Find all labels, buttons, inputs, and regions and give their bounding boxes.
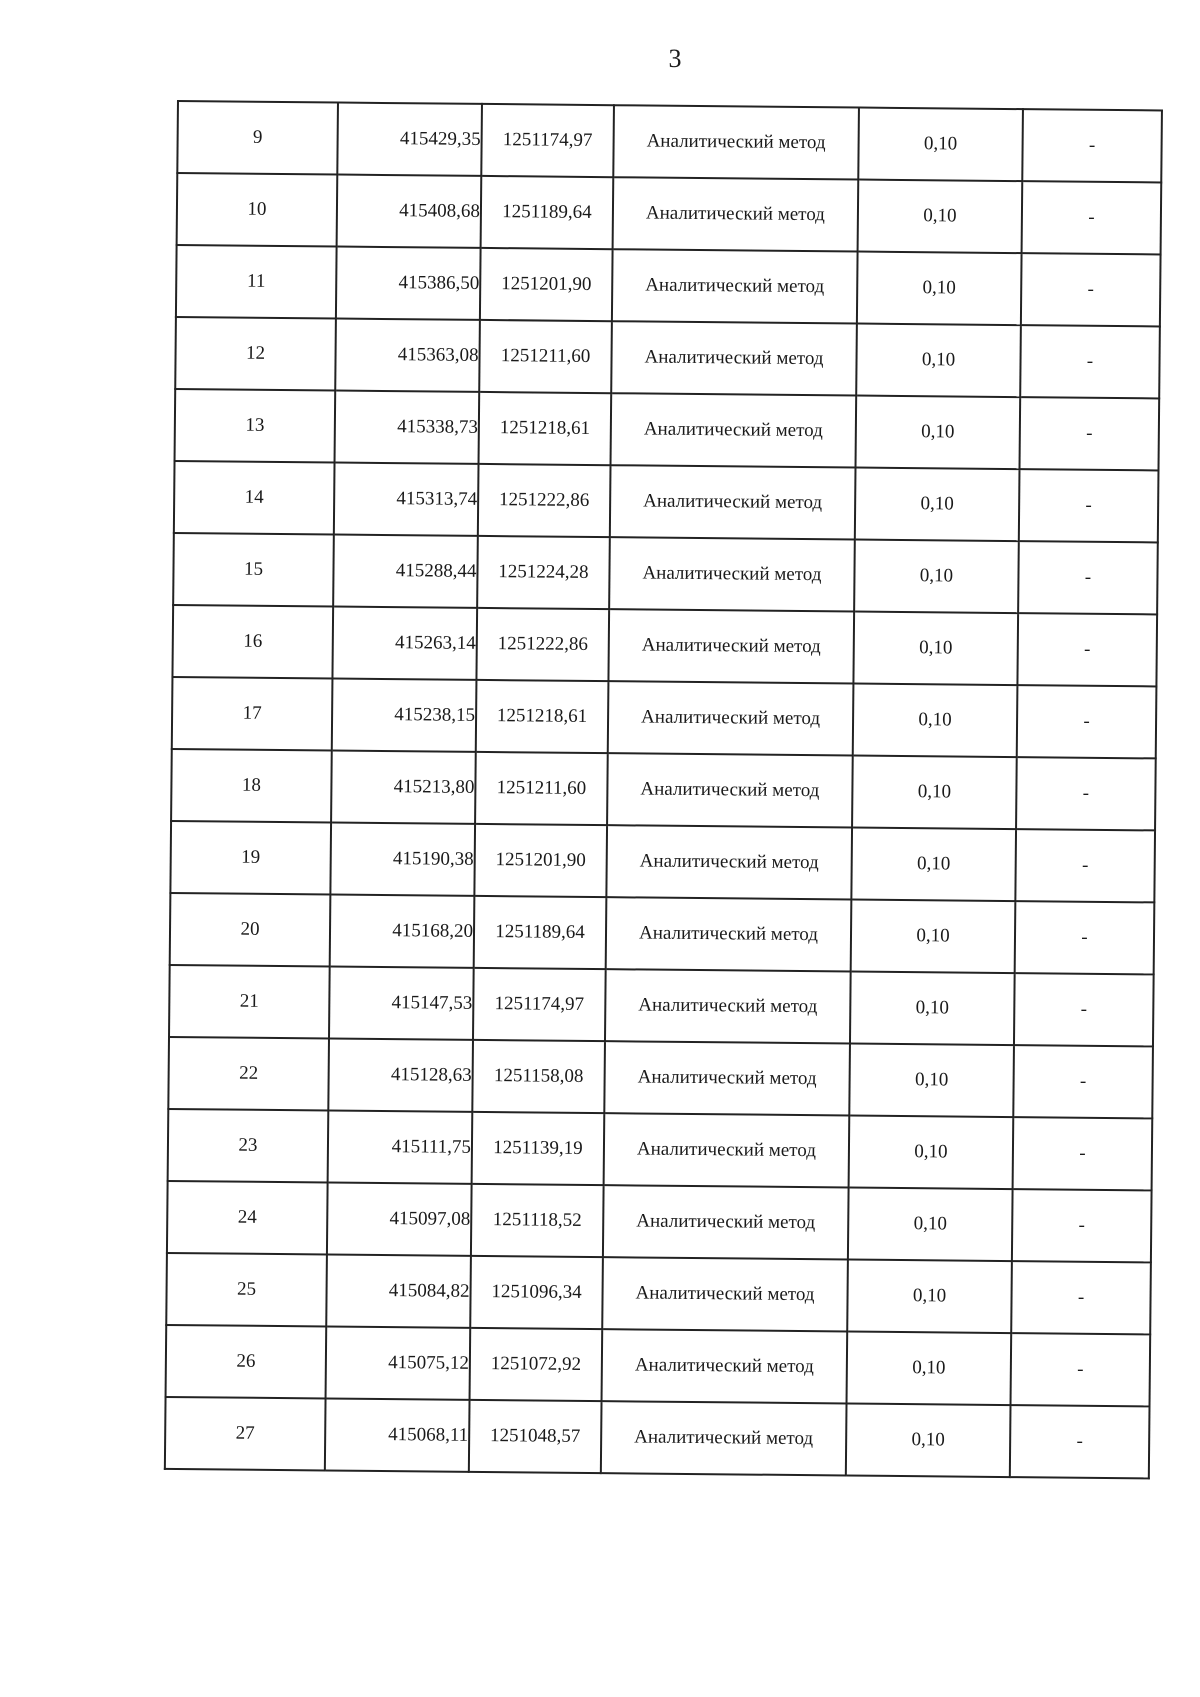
y-coordinate-cell: 1251158,08 xyxy=(472,1040,605,1113)
y-coordinate-cell: 1251096,34 xyxy=(470,1256,603,1329)
y-coordinate-cell: 1251048,57 xyxy=(469,1400,602,1473)
x-coordinate-cell: 415263,14 xyxy=(332,607,477,680)
table-row xyxy=(168,1037,1153,1118)
y-coordinate-cell: 1251224,28 xyxy=(477,536,610,609)
table-row xyxy=(174,461,1159,542)
point-number-cell: 22 xyxy=(168,1037,329,1111)
table-row xyxy=(168,1109,1153,1190)
point-number-cell: 26 xyxy=(166,1325,327,1399)
point-number-cell: 23 xyxy=(168,1109,329,1183)
x-coordinate-cell: 415097,08 xyxy=(327,1182,472,1255)
coordinates-table xyxy=(164,100,1163,1479)
y-coordinate-cell: 1251201,90 xyxy=(480,248,613,321)
method-cell: Аналитический метод xyxy=(609,537,855,611)
point-number-cell: 14 xyxy=(174,461,335,535)
x-coordinate-cell: 415128,63 xyxy=(328,1039,473,1112)
point-number-cell: 9 xyxy=(177,101,338,175)
method-cell: Аналитический метод xyxy=(606,897,852,971)
note-cell: - xyxy=(1017,613,1157,686)
note-cell: - xyxy=(1013,1117,1153,1190)
table-row xyxy=(173,533,1158,614)
table-row xyxy=(165,1397,1150,1478)
accuracy-cell: 0,10 xyxy=(848,1187,1013,1261)
point-number-cell: 12 xyxy=(175,317,336,391)
table-row xyxy=(171,749,1156,830)
accuracy-cell: 0,10 xyxy=(858,180,1023,254)
table-row xyxy=(167,1181,1152,1262)
point-number-cell: 20 xyxy=(170,893,331,967)
note-cell: - xyxy=(1022,181,1162,254)
x-coordinate-cell: 415288,44 xyxy=(333,535,478,608)
x-coordinate-cell: 415147,53 xyxy=(329,967,474,1040)
table-row xyxy=(170,821,1155,902)
y-coordinate-cell: 1251211,60 xyxy=(475,752,608,825)
coordinates-table-body xyxy=(165,101,1162,1478)
point-number-cell: 17 xyxy=(172,677,333,751)
note-cell: - xyxy=(1016,757,1156,830)
y-coordinate-cell: 1251222,86 xyxy=(476,608,609,681)
x-coordinate-cell: 415084,82 xyxy=(326,1254,471,1327)
accuracy-cell: 0,10 xyxy=(856,396,1021,470)
x-coordinate-cell: 415190,38 xyxy=(330,823,475,896)
x-coordinate-cell: 415386,50 xyxy=(336,247,481,320)
table-row xyxy=(177,101,1162,182)
table-row xyxy=(175,317,1160,398)
table-row xyxy=(172,605,1157,686)
x-coordinate-cell: 415313,74 xyxy=(334,463,479,536)
point-number-cell: 24 xyxy=(167,1181,328,1255)
table-row xyxy=(172,677,1157,758)
accuracy-cell: 0,10 xyxy=(849,1044,1014,1118)
table-row xyxy=(169,965,1154,1046)
method-cell: Аналитический метод xyxy=(608,609,854,683)
note-cell: - xyxy=(1019,469,1159,542)
y-coordinate-cell: 1251139,19 xyxy=(472,1112,605,1185)
point-number-cell: 21 xyxy=(169,965,330,1039)
x-coordinate-cell: 415363,08 xyxy=(335,319,480,392)
method-cell: Аналитический метод xyxy=(604,1113,850,1187)
point-number-cell: 25 xyxy=(166,1253,327,1327)
method-cell: Аналитический метод xyxy=(603,1185,849,1259)
method-cell: Аналитический метод xyxy=(608,681,854,755)
point-number-cell: 18 xyxy=(171,749,332,823)
note-cell: - xyxy=(1013,1045,1153,1118)
method-cell: Аналитический метод xyxy=(605,969,851,1043)
y-coordinate-cell: 1251222,86 xyxy=(478,464,611,537)
note-cell: - xyxy=(1019,397,1159,470)
accuracy-cell: 0,10 xyxy=(847,1259,1012,1333)
y-coordinate-cell: 1251174,97 xyxy=(473,968,606,1041)
method-cell: Аналитический метод xyxy=(611,393,857,467)
point-number-cell: 19 xyxy=(170,821,331,895)
table-row xyxy=(177,173,1162,254)
note-cell: - xyxy=(1011,1333,1151,1406)
method-cell: Аналитический метод xyxy=(611,321,857,395)
method-cell: Аналитический метод xyxy=(601,1401,847,1475)
accuracy-cell: 0,10 xyxy=(854,540,1019,614)
accuracy-cell: 0,10 xyxy=(847,1331,1012,1405)
accuracy-cell: 0,10 xyxy=(857,252,1022,326)
accuracy-cell: 0,10 xyxy=(851,828,1016,902)
page-number: 3 xyxy=(668,44,682,73)
method-cell: Аналитический метод xyxy=(613,177,859,251)
note-cell: - xyxy=(1015,829,1155,902)
method-cell: Аналитический метод xyxy=(606,825,852,899)
note-cell: - xyxy=(1010,1405,1150,1478)
x-coordinate-cell: 415408,68 xyxy=(337,175,482,248)
y-coordinate-cell: 1251201,90 xyxy=(474,824,607,897)
accuracy-cell: 0,10 xyxy=(849,1116,1014,1190)
table-row xyxy=(166,1253,1151,1334)
point-number-cell: 13 xyxy=(175,389,336,463)
note-cell: - xyxy=(1017,685,1157,758)
x-coordinate-cell: 415111,75 xyxy=(328,1110,473,1183)
x-coordinate-cell: 415075,12 xyxy=(326,1326,471,1399)
y-coordinate-cell: 1251211,60 xyxy=(479,320,612,393)
x-coordinate-cell: 415429,35 xyxy=(337,103,482,176)
accuracy-cell: 0,10 xyxy=(853,684,1018,758)
note-cell: - xyxy=(1018,541,1158,614)
note-cell: - xyxy=(1021,253,1161,326)
y-coordinate-cell: 1251072,92 xyxy=(470,1328,603,1401)
point-number-cell: 10 xyxy=(177,173,338,247)
x-coordinate-cell: 415168,20 xyxy=(330,895,475,968)
y-coordinate-cell: 1251218,61 xyxy=(476,680,609,753)
table-row xyxy=(176,245,1161,326)
note-cell: - xyxy=(1022,109,1162,182)
method-cell: Аналитический метод xyxy=(612,249,858,323)
x-coordinate-cell: 415068,11 xyxy=(325,1398,470,1471)
method-cell: Аналитический метод xyxy=(602,1329,848,1403)
method-cell: Аналитический метод xyxy=(610,465,856,539)
note-cell: - xyxy=(1011,1261,1151,1334)
note-cell: - xyxy=(1020,325,1160,398)
point-number-cell: 15 xyxy=(173,533,334,607)
accuracy-cell: 0,10 xyxy=(858,108,1023,182)
accuracy-cell: 0,10 xyxy=(853,612,1018,686)
coordinates-table-wrapper xyxy=(164,100,1154,1479)
note-cell: - xyxy=(1015,901,1155,974)
accuracy-cell: 0,10 xyxy=(852,756,1017,830)
accuracy-cell: 0,10 xyxy=(846,1403,1011,1477)
method-cell: Аналитический метод xyxy=(613,105,859,179)
table-row xyxy=(170,893,1155,974)
note-cell: - xyxy=(1012,1189,1152,1262)
y-coordinate-cell: 1251218,61 xyxy=(479,392,612,465)
method-cell: Аналитический метод xyxy=(602,1257,848,1331)
x-coordinate-cell: 415338,73 xyxy=(335,391,480,464)
y-coordinate-cell: 1251174,97 xyxy=(481,104,614,177)
point-number-cell: 16 xyxy=(172,605,333,679)
note-cell: - xyxy=(1014,973,1154,1046)
y-coordinate-cell: 1251189,64 xyxy=(474,896,607,969)
point-number-cell: 27 xyxy=(165,1397,326,1471)
method-cell: Аналитический метод xyxy=(604,1041,850,1115)
point-number-cell: 11 xyxy=(176,245,337,319)
y-coordinate-cell: 1251118,52 xyxy=(471,1184,604,1257)
method-cell: Аналитический метод xyxy=(607,753,853,827)
x-coordinate-cell: 415238,15 xyxy=(332,679,477,752)
accuracy-cell: 0,10 xyxy=(855,468,1020,542)
table-row xyxy=(175,389,1160,470)
accuracy-cell: 0,10 xyxy=(851,900,1016,974)
accuracy-cell: 0,10 xyxy=(850,972,1015,1046)
x-coordinate-cell: 415213,80 xyxy=(331,751,476,824)
table-row xyxy=(166,1325,1151,1406)
y-coordinate-cell: 1251189,64 xyxy=(481,176,614,249)
accuracy-cell: 0,10 xyxy=(856,324,1021,398)
